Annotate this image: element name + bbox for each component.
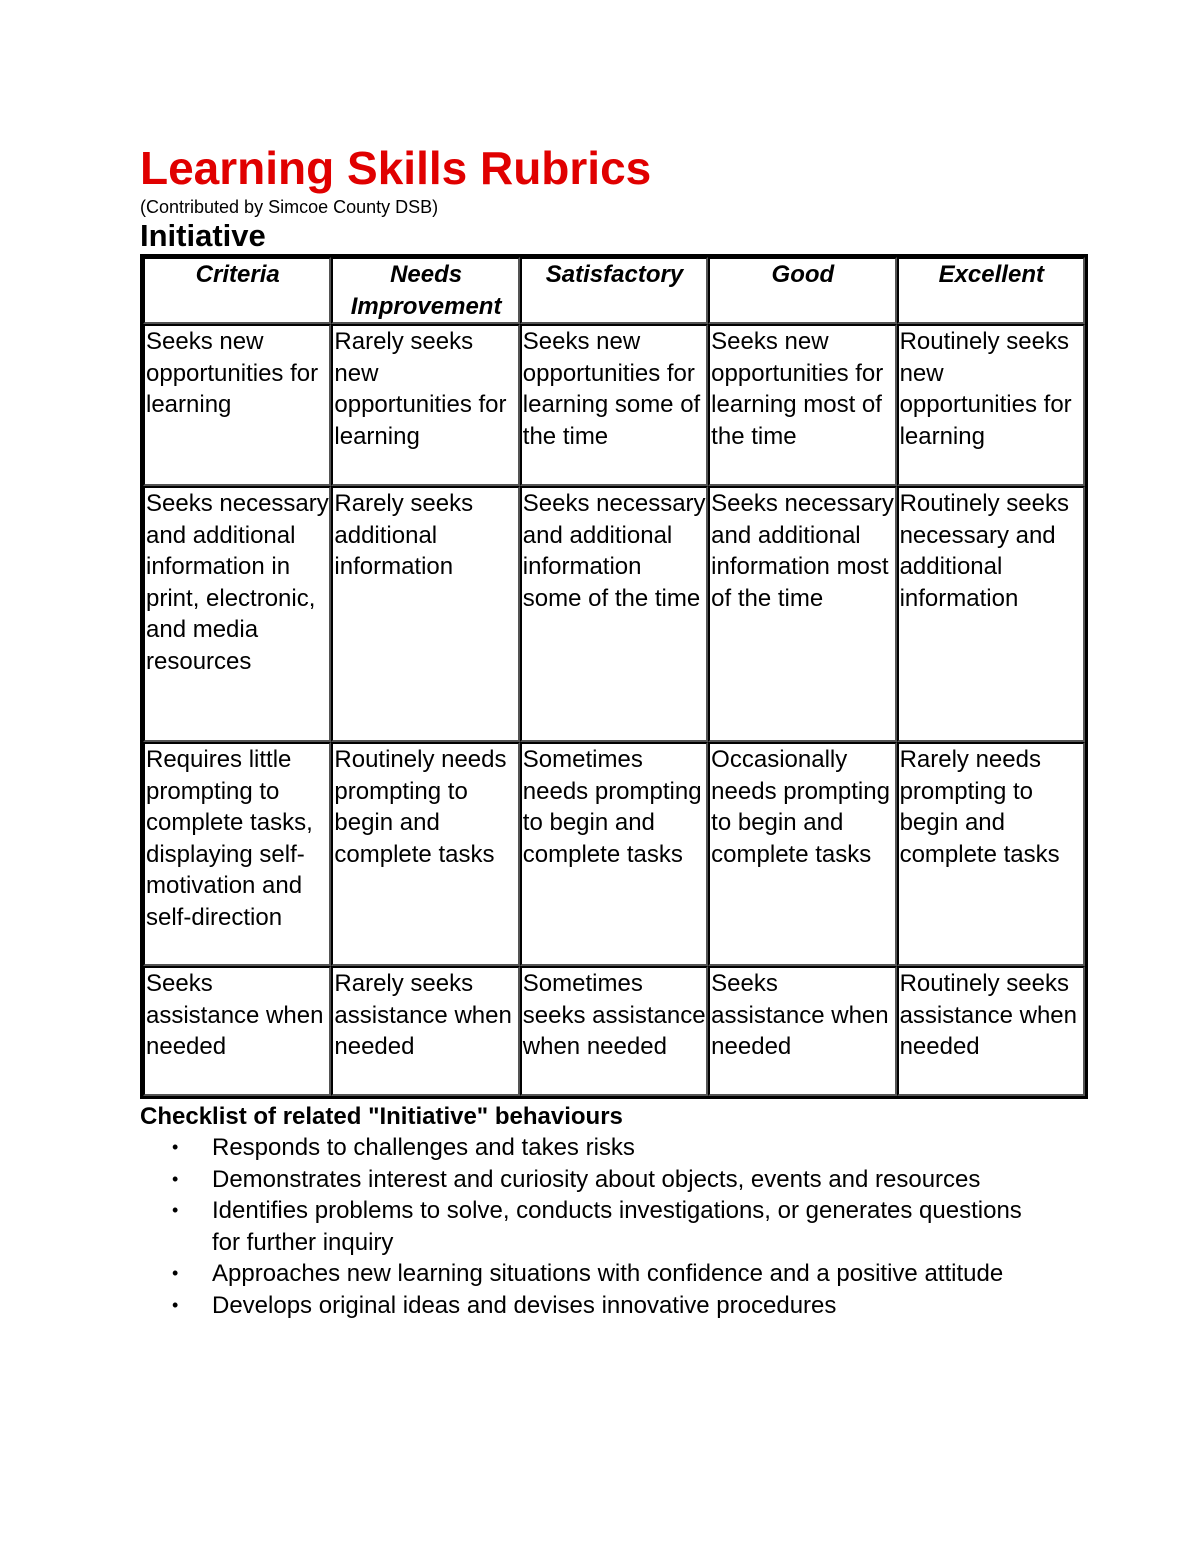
checklist-item <box>140 1195 1052 1258</box>
rubric-cell: Routinely seeks new opportunities for learning <box>897 324 1085 486</box>
document-subtitle: (Contributed by Simcoe County DSB) <box>140 197 439 217</box>
rubric-row <box>143 324 1085 486</box>
rubric-cell: Rarely seeks new opportunities for learning <box>331 324 519 486</box>
header-satisfactory: Satisfactory <box>520 257 708 324</box>
rubric-table <box>140 254 1088 1099</box>
rubric-cell: Sometimes seeks assistance when needed <box>520 966 708 1096</box>
checklist-item-text: Develops original ideas and devises innovative procedures <box>212 1291 837 1319</box>
checklist-item-text: Demonstrates interest and curiosity about objects, events and resources <box>212 1165 981 1193</box>
document-page <box>140 140 1088 1321</box>
rubric-cell: Seeks new opportunities for learning <box>143 324 331 486</box>
checklist-item <box>140 1258 1052 1290</box>
checklist <box>140 1132 1088 1321</box>
header-criteria: Criteria <box>143 257 331 324</box>
checklist-item-text: Responds to challenges and takes risks <box>212 1134 635 1161</box>
checklist-heading: Checklist of related "Initiative" behaviours <box>140 1103 623 1130</box>
rubric-header-row <box>143 257 1085 324</box>
rubric-cell: Seeks new opportunities for learning most of the time <box>708 324 896 486</box>
checklist-item <box>140 1132 1052 1164</box>
rubric-cell: Seeks necessary and additional information some of the time <box>520 486 708 742</box>
rubric-cell: Rarely needs prompting to begin and complete tasks <box>897 742 1085 966</box>
header-excellent: Excellent <box>897 257 1085 324</box>
checklist-item <box>140 1164 1052 1196</box>
rubric-cell: Routinely needs prompting to begin and complete tasks <box>331 742 519 966</box>
rubric-cell: Routinely seeks assistance when needed <box>897 966 1085 1096</box>
bullet-icon: • <box>172 1168 179 1189</box>
rubric-cell: Seeks necessary and additional information most of the time <box>708 486 896 742</box>
rubric-row <box>143 742 1085 966</box>
rubric-cell: Seeks necessary and additional information in print, electronic, and media resources <box>143 486 331 742</box>
bullet-icon: • <box>172 1294 179 1315</box>
bullet-icon: • <box>172 1137 179 1157</box>
checklist-item <box>140 1290 1052 1322</box>
rubric-cell: Sometimes needs prompting to begin and complete tasks <box>520 742 708 966</box>
checklist-item-text: Identifies problems to solve, conducts investigations, or generates questions for further inquiry <box>212 1197 1022 1256</box>
section-heading: Initiative <box>140 218 266 253</box>
header-good: Good <box>708 257 896 324</box>
rubric-cell: Occasionally needs prompting to begin and complete tasks <box>708 742 896 966</box>
bullet-icon: • <box>172 1200 179 1220</box>
rubric-cell: Seeks new opportunities for learning some of the time <box>520 324 708 486</box>
header-needs-improvement: Needs Improvement <box>331 257 519 324</box>
rubric-cell: Routinely seeks necessary and additional information <box>897 486 1085 742</box>
document-title: Learning Skills Rubrics <box>140 142 652 194</box>
rubric-cell: Seeks assistance when needed <box>708 966 896 1096</box>
rubric-row <box>143 486 1085 742</box>
rubric-cell: Rarely seeks assistance when needed <box>331 966 519 1096</box>
checklist-item-text: Approaches new learning situations with confidence and a positive attitude <box>212 1260 1004 1287</box>
rubric-cell: Requires little prompting to complete tasks, displaying self-motivation and self-direction <box>143 742 331 966</box>
rubric-cell: Rarely seeks additional information <box>331 486 519 742</box>
bullet-icon: • <box>172 1263 179 1283</box>
rubric-cell: Seeks assistance when needed <box>143 966 331 1096</box>
rubric-row <box>143 966 1085 1096</box>
